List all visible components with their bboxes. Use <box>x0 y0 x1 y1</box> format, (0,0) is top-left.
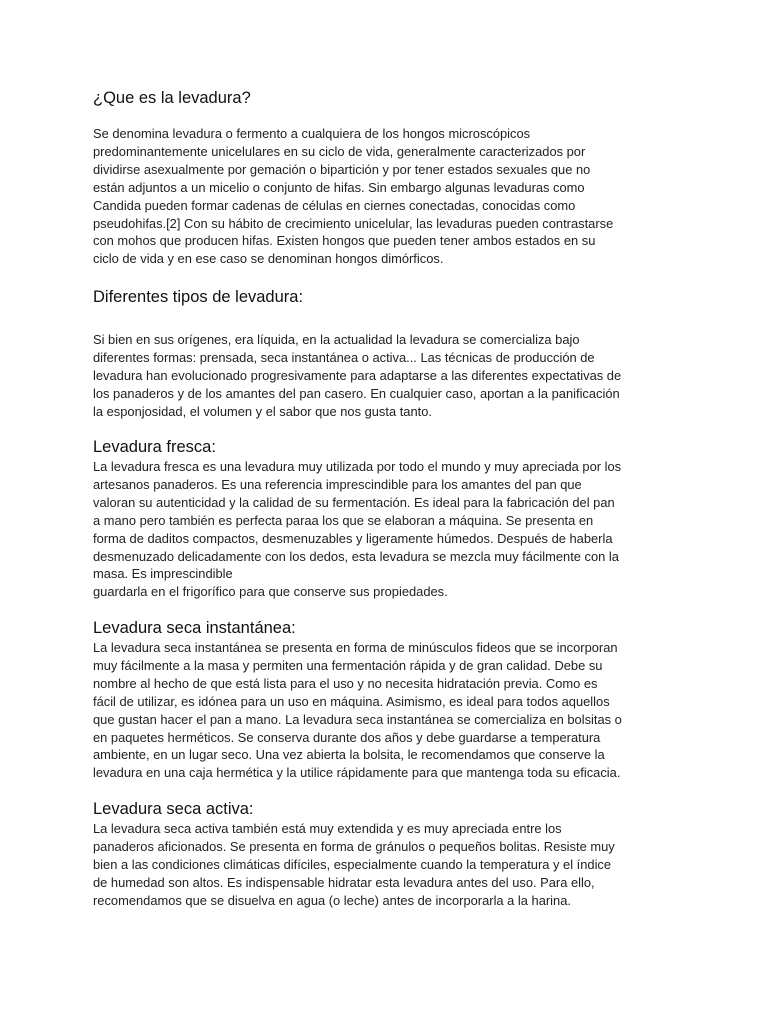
text-line: muy fácilmente a la masa y permiten una fermentación rápida y de gran calidad. Debe su <box>93 657 603 673</box>
text-line: ciclo de vida y en ese caso se denominan hongos dimórficos. <box>93 251 444 267</box>
text-line: dividirse asexualmente por gemación o bipartición y por tener estados sexuales que no <box>93 161 591 177</box>
text-line: en paquetes herméticos. Se conserva durante dos años y debe guardarse a temperatura <box>93 729 601 745</box>
section-heading-levadura-fresca: Levadura fresca: <box>93 438 216 456</box>
section-heading-que-es-levadura: ¿Que es la levadura? <box>93 89 251 107</box>
text-line: predominantemente unicelulares en su ciclo de vida, generalmente caracterizados por <box>93 143 586 159</box>
text-line: con mohos que producen hifas. Existen hongos que pueden tener ambos estados en su <box>93 233 596 249</box>
text-line: que gustan hacer el pan a mano. La levadura seca instantánea se comercializa en bolsitas o <box>93 711 622 727</box>
text-line: a mano pero también es perfecta paraa los que se elaboran a máquina. Se presenta en <box>93 512 594 528</box>
section-paragraph-que-es-levadura <box>93 125 613 268</box>
text-line: guardarla en el frigorífico para que conserve sus propiedades. <box>93 584 448 600</box>
text-line: panaderos aficionados. Se presenta en forma de gránulos o pequeños bolitas. Resiste muy <box>93 838 615 854</box>
section-heading-seca-activa: Levadura seca activa: <box>93 800 254 818</box>
text-line: forma de daditos compactos, desmenuzables y ligeramente húmedos. Después de haberla <box>93 530 613 546</box>
text-line: diferentes formas: prensada, seca instantánea o activa... Las técnicas de producción de <box>93 349 595 365</box>
text-line: nombre al hecho de que está lista para el uso y no necesita hidratación previa. Como es <box>93 675 598 691</box>
text-line: la esponjosidad, el volumen y el sabor que nos gusta tanto. <box>93 403 432 419</box>
text-line: La levadura fresca es una levadura muy utilizada por todo el mundo y muy apreciada por los <box>93 459 622 474</box>
section-heading-tipos-levadura: Diferentes tipos de levadura: <box>93 288 304 306</box>
text-line: están adjuntos a un micelio o conjunto de hifas. Sin embargo algunas levaduras como <box>93 179 585 195</box>
text-line: La levadura seca instantánea se presenta en forma de minúsculos fideos que se incorporan <box>93 640 618 655</box>
text-line: valoran su autenticidad y la calidad de su fermentación. Es ideal para la fabricación del pan <box>93 494 615 510</box>
section-paragraph-seca-activa <box>93 820 615 910</box>
text-line: ambiente, en un lugar seco. Una vez abierta la bolsita, le recomendamos que conserve la <box>93 747 605 763</box>
section-paragraph-tipos-levadura <box>93 331 621 421</box>
text-line: recomendamos que se disuelva en agua (o leche) antes de incorporarla a la harina. <box>93 892 571 908</box>
text-line: La levadura seca activa también está muy extendida y es muy apreciada entre los <box>93 821 562 836</box>
text-line: levadura han evolucionado progresivamente para adaptarse a las diferentes expectativas de <box>93 367 622 383</box>
text-line: Candida pueden formar cadenas de células en ciernes conectadas, conocidas como <box>93 197 576 213</box>
text-line: fácil de utilizar, es idónea para un uso en máquina. Asimismo, es ideal para todos aquellos <box>93 693 610 709</box>
text-line: desmenuzado delicadamente con los dedos, esta levadura se mezcla muy fácilmente con la <box>93 548 619 564</box>
text-line: los panaderos y de los amantes del pan casero. En cualquier caso, aportan a la panificación <box>93 385 620 401</box>
text-line: masa. Es imprescindible <box>93 566 233 582</box>
text-line: bien a las condiciones climáticas difíciles, especialmente cuando la temperatura y el índice <box>93 856 612 872</box>
text-line: de humedad son altos. Es indispensable hidratar esta levadura antes del uso. Para ello, <box>93 874 595 890</box>
text-line: levadura en una caja hermética y la utilice rápidamente para que mantenga toda su eficacia. <box>93 765 621 781</box>
text-line: Si bien en sus orígenes, era líquida, en la actualidad la levadura se comercializa bajo <box>93 332 580 347</box>
section-paragraph-levadura-fresca <box>93 458 621 601</box>
text-line: Se denomina levadura o fermento a cualquiera de los hongos microscópicos <box>93 126 531 141</box>
section-heading-seca-instantanea: Levadura seca instantánea: <box>93 619 296 637</box>
section-paragraph-seca-instantanea <box>93 639 622 782</box>
text-line: artesanos panaderos. Es una referencia imprescindible para los amantes del pan que <box>93 476 582 492</box>
text-line: pseudohifas.[2] Con su hábito de crecimiento unicelular, las levaduras pueden contrastarse <box>93 215 614 231</box>
